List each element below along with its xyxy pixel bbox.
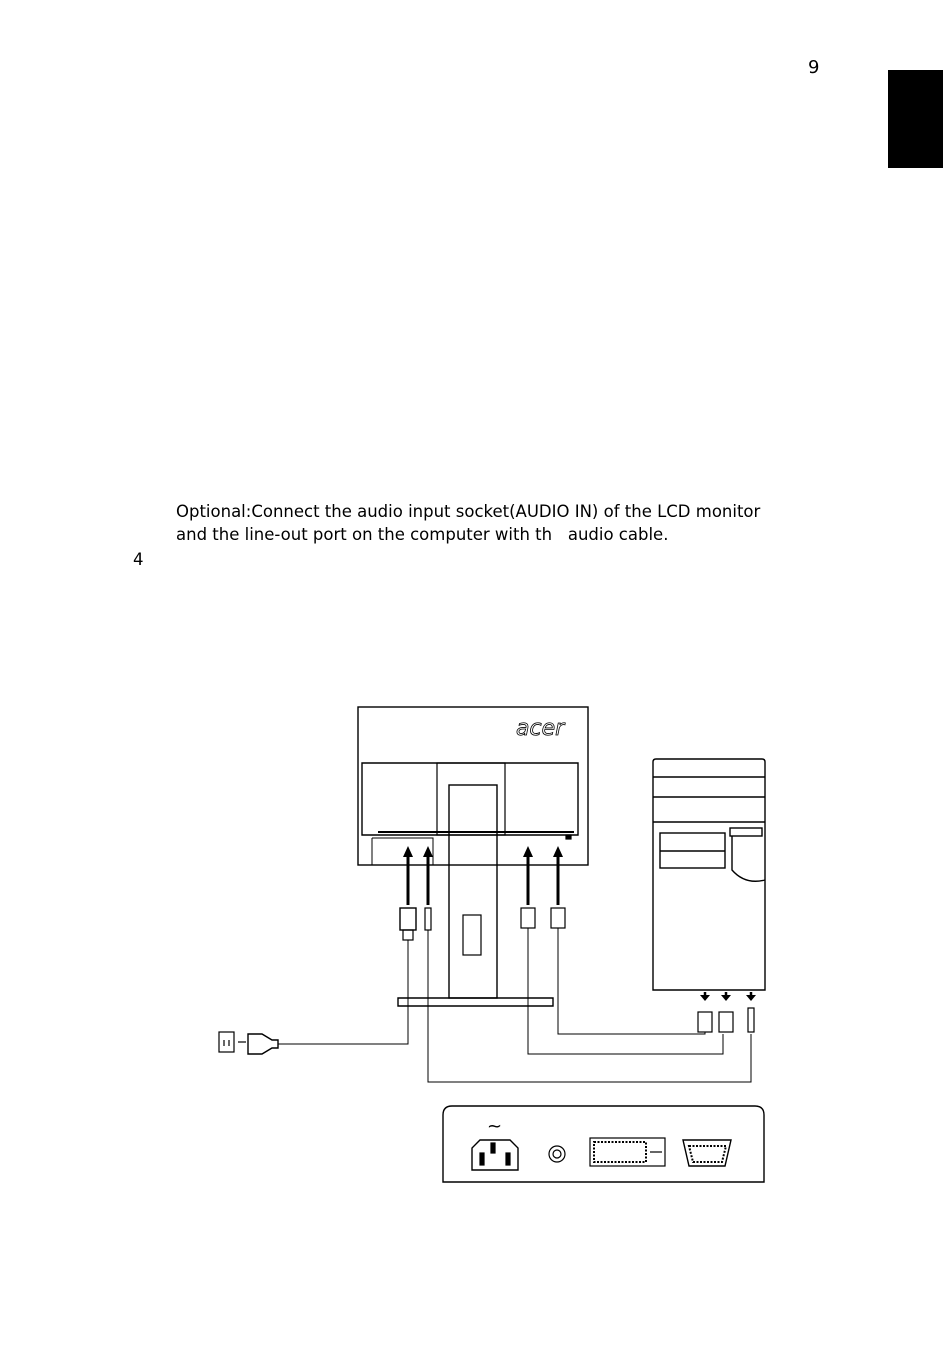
arrow-heads-up [403, 846, 563, 857]
dvi-port [590, 1138, 665, 1166]
computer-side-plugs [698, 1008, 754, 1032]
power-socket [472, 1140, 518, 1170]
step-number: 4 [133, 550, 144, 569]
cables [278, 928, 751, 1082]
ac-symbol: ~ [487, 1116, 503, 1137]
vga-port [683, 1140, 731, 1166]
upward-arrows [408, 852, 558, 905]
computer-tower [653, 759, 765, 990]
monitor-side-plugs [400, 908, 565, 940]
monitor-logo: acer [516, 716, 565, 741]
wall-outlet [219, 1032, 234, 1052]
instruction-line-2: and the line-out port on the computer with th audio cable. [176, 525, 669, 544]
page-number: 9 [808, 57, 820, 78]
power-plug [238, 1034, 278, 1054]
port-panel-detail [443, 1106, 764, 1182]
instruction-line-1: Optional:Connect the audio input socket(AUDIO IN) of the LCD monitor [176, 502, 761, 521]
monitor-rear-view [358, 707, 588, 865]
audio-in-socket [549, 1146, 565, 1162]
monitor-stand [398, 785, 553, 1006]
downward-arrows [700, 992, 756, 1001]
